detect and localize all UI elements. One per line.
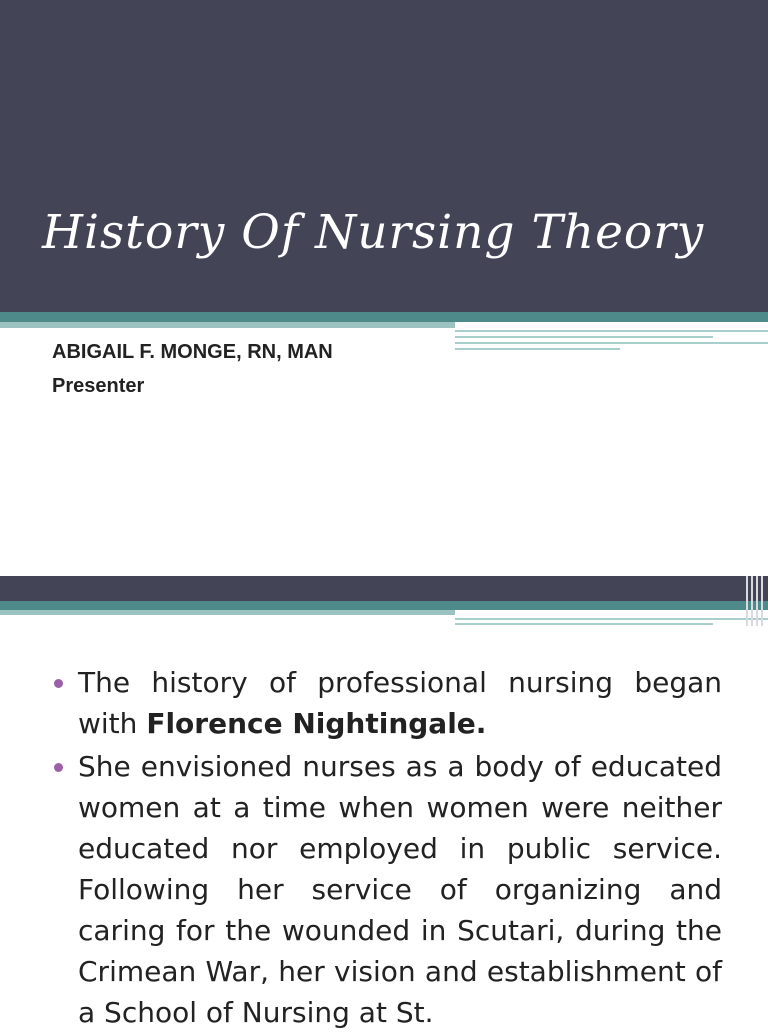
bullet-dot-icon — [54, 763, 63, 772]
decorative-line — [455, 348, 620, 350]
decorative-line — [455, 618, 768, 620]
decorative-line — [455, 330, 768, 332]
decorative-line — [455, 342, 768, 344]
bullet-text: The history of professional nursing began with — [78, 666, 722, 740]
list-item — [52, 662, 722, 744]
accent-stripe — [0, 312, 768, 322]
content-slide-band — [0, 576, 768, 601]
accent-stripe-light — [0, 322, 455, 328]
bullet-text: She envisioned nurses as a body of educated women at a time when women were neither educated nor employed in public service. Following her service of organizing and caring for the wounded in Scutari, during the Crimean War, her vision and establishment of a School of Nursing at St. — [78, 750, 722, 1029]
accent-stripe — [0, 601, 768, 610]
slide-title: History Of Nursing Theory — [42, 205, 705, 260]
bullet-list — [52, 662, 722, 1035]
bullet-bold-text: Florence Nightingale. — [146, 707, 487, 740]
slide-edge-bars — [744, 576, 768, 626]
accent-stripe-light — [0, 610, 455, 615]
bullet-dot-icon — [54, 679, 63, 688]
presenter-name: ABIGAIL F. MONGE, RN, MAN — [52, 341, 333, 363]
presenter-block — [52, 335, 333, 403]
decorative-line — [455, 336, 713, 338]
presenter-role: Presenter — [52, 375, 145, 397]
title-slide-band — [0, 0, 768, 312]
decorative-line — [455, 623, 713, 625]
list-item — [52, 746, 722, 1033]
